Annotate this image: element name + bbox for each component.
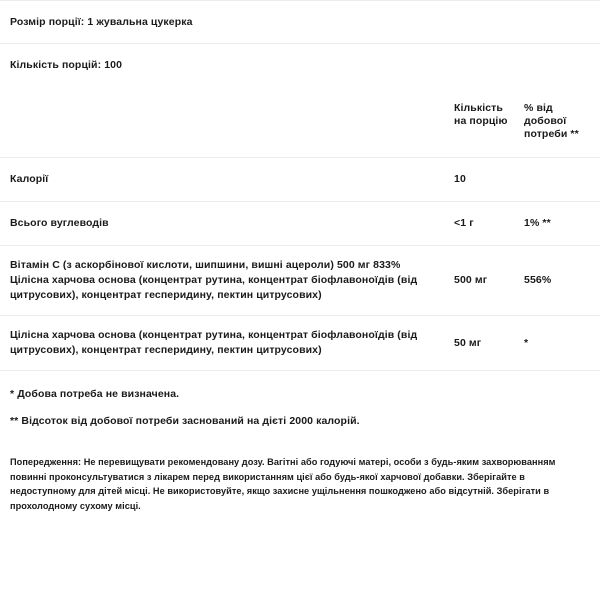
table-row: [0, 202, 600, 246]
nutrient-daily-value: 556%: [517, 246, 600, 316]
footnote-percent-daily-value-basis: ** Відсоток від добової потреби заснований на дієті 2000 калорій.: [10, 415, 360, 427]
nutrient-name: Всього вуглеводів: [0, 202, 442, 246]
table-row: [0, 246, 600, 316]
servings-per-container-row: Кількість порцій: 100: [10, 59, 123, 71]
nutrient-amount: 50 мг: [442, 316, 517, 371]
table-row: [0, 158, 600, 202]
footnotes-section: [0, 371, 600, 428]
column-header-percent-daily-value: % від добової потреби **: [524, 102, 579, 140]
nutrient-name: Калорії: [0, 158, 442, 202]
nutrient-name: Вітамін С (з аскорбінової кислоти, шипшини, вишні ацероли) 500 мг 833% Цілісна харчова основа (концентрат рутина, концентрат біофлавоноїдів (від цитрусових), концентрат гесперидину, пектин цитрусових): [0, 246, 442, 316]
nutrient-amount: <1 г: [442, 202, 517, 246]
nutrient-name: Цілісна харчова основа (концентрат рутина, концентрат біофлавоноїдів (від цитрусових), концентрат гесперидину, пектин цитрусових): [0, 316, 442, 371]
nutrient-amount: 10: [442, 158, 517, 202]
warning-text: Попередження: Не перевищувати рекомендовану дозу. Вагітні або годуючі матері, особи з будь-яким захворюванням повинні проконсультуватися з лікарем перед використанням цієї або будь-якої харчової добавки. Зберігайте в недоступному для дітей місці. Не використовуйте, якщо захисне ущільнення пошкоджено або відсутній. Зберігати в прохолодному сухому місці.: [10, 457, 556, 511]
nutrient-daily-value: 1% **: [517, 202, 600, 246]
column-header-name: [0, 86, 442, 158]
serving-size-row: Розмір порції: 1 жувальна цукерка: [10, 16, 193, 28]
column-header-amount-per-serving: Кількість на порцію: [454, 102, 508, 127]
nutrition-table: [0, 86, 600, 370]
table-header-row: [0, 86, 600, 158]
nutrient-amount: 500 мг: [442, 246, 517, 316]
table-row: [0, 316, 600, 371]
footnote-daily-value-not-established: * Добова потреба не визначена.: [10, 388, 180, 400]
nutrient-daily-value: [517, 158, 600, 202]
nutrient-daily-value: *: [517, 316, 600, 371]
